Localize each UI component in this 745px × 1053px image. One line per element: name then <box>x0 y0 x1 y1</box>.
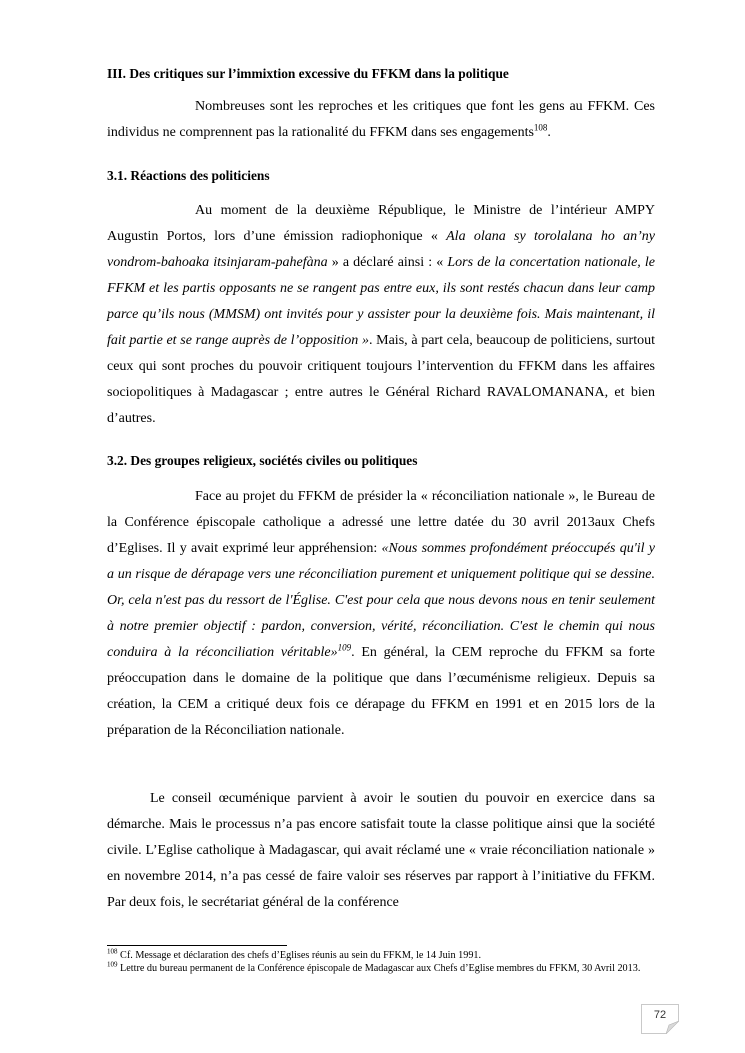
heading-section-1: 3.1. Réactions des politiciens <box>107 168 270 183</box>
section-1-paragraph <box>107 198 655 432</box>
heading-main: III. Des critiques sur l’immixtion excessive du FFKM dans la politique <box>107 66 509 81</box>
footnote-109 <box>107 960 655 976</box>
footnote-108 <box>107 947 655 963</box>
s2-italic-quote: «Nous sommes profondément préoccupés qu'il y a un risque de dérapage vers une réconciliation purement et uniquement politique qui se dessine. Or, cela n'est pas du ressort de l'Église. C'est pour cela que nous devons nous en tenir seulement à notre premier objectif : pardon, conversion, vérité, réconciliation. C'est le chemin qui nous conduira à la réconciliation véritable» <box>107 541 656 660</box>
footnote-ref-109-num: 109 <box>337 642 352 653</box>
s1-text-3: . Mais, à part cela, beaucoup de politiciens, surtout ceux qui sont proches du pouvoir critiquent toujours l’intervention du FFKM dans les affaires sociopolitiques à Madagascar ; entre autres le Général Richard RAVALOMANANA, et bien d’autres. <box>107 333 655 426</box>
s2-text-2: . En général, la CEM reproche du FFKM sa forte préoccupation dans le domaine de la politique que dans l’œcuménisme religieux. Depuis sa création, la CEM a critiqué deux fois ce dérapage du FFKM en 1991 et en 2015 lors de la préparation de la Réconciliation nationale. <box>107 645 655 738</box>
heading-section-2: 3.2. Des groupes religieux, sociétés civiles ou politiques <box>107 453 418 468</box>
last-paragraph-text: Le conseil œcuménique parvient à avoir le soutien du pouvoir en exercice dans sa démarche. Mais le processus n’a pas encore satisfait toute la classe politique ainsi que la société civile. L’Eglise catholique à Madagascar, qui avait réclamé une « vraie réconciliation nationale » en novembre 2014, n’a pas cessé de faire valoir ses réserves par rapport à l’initiative du FFKM. Par deux fois, le secrétariat général de la conférence <box>107 791 655 910</box>
footnote-109-num: 109 <box>107 960 118 969</box>
s1-text-2: » a déclaré ainsi : « <box>327 255 448 270</box>
s1-italic-1: Ala olana sy torolalana ho an’ny vondrom-bahoaka itsinjaram-pahefàna <box>107 229 655 270</box>
intro-text: Nombreuses sont les reproches et les critiques que font les gens au FFKM. Ces individus ne comprennent pas la rationalité du FFKM dans ses engagements <box>107 99 655 140</box>
intro-paragraph <box>107 94 655 146</box>
footnote-109-text: Lettre du bureau permanent de la Conférence épiscopale de Madagascar aux Chefs d’Eglise membres du FFKM, 30 Avril 2013. <box>117 963 641 974</box>
footnote-ref-109[interactable] <box>338 642 352 652</box>
s1-text-1: Au moment de la deuxième République, le Ministre de l’intérieur AMPY Augustin Portos, lors d’une émission radiophonique « <box>107 203 655 244</box>
s2-text-1: Face au projet du FFKM de présider la « réconciliation nationale », le Bureau de la Conférence épiscopale catholique a adressé une lettre datée du 30 avril 2013aux Chefs d’Eglises. Il y avait exprimé leur appréhension: <box>107 489 655 556</box>
footnote-separator <box>107 945 287 946</box>
footnote-108-num: 108 <box>107 947 118 956</box>
intro-end: . <box>547 125 551 140</box>
footnote-ref-108[interactable]: 108 <box>533 122 548 133</box>
s1-italic-2: Lors de la concertation nationale, le FFKM et les partis opposants ne se rangent pas entre eux, ils sont restés chacun dans leur camp parce qu’ils nous (MMSM) ont invités pour y assister pour la deuxième fois. Mais maintenant, il fait partie et se range auprès de l’opposition » <box>107 255 656 348</box>
page-number: 72 <box>653 1009 667 1021</box>
page-curl-icon <box>666 1021 679 1034</box>
footnote-108-text: Cf. Message et déclaration des chefs d’Eglises réunis au sein du FFKM, le 14 Juin 1991. <box>117 950 482 961</box>
section-2-paragraph <box>107 484 655 744</box>
last-paragraph <box>107 786 655 916</box>
